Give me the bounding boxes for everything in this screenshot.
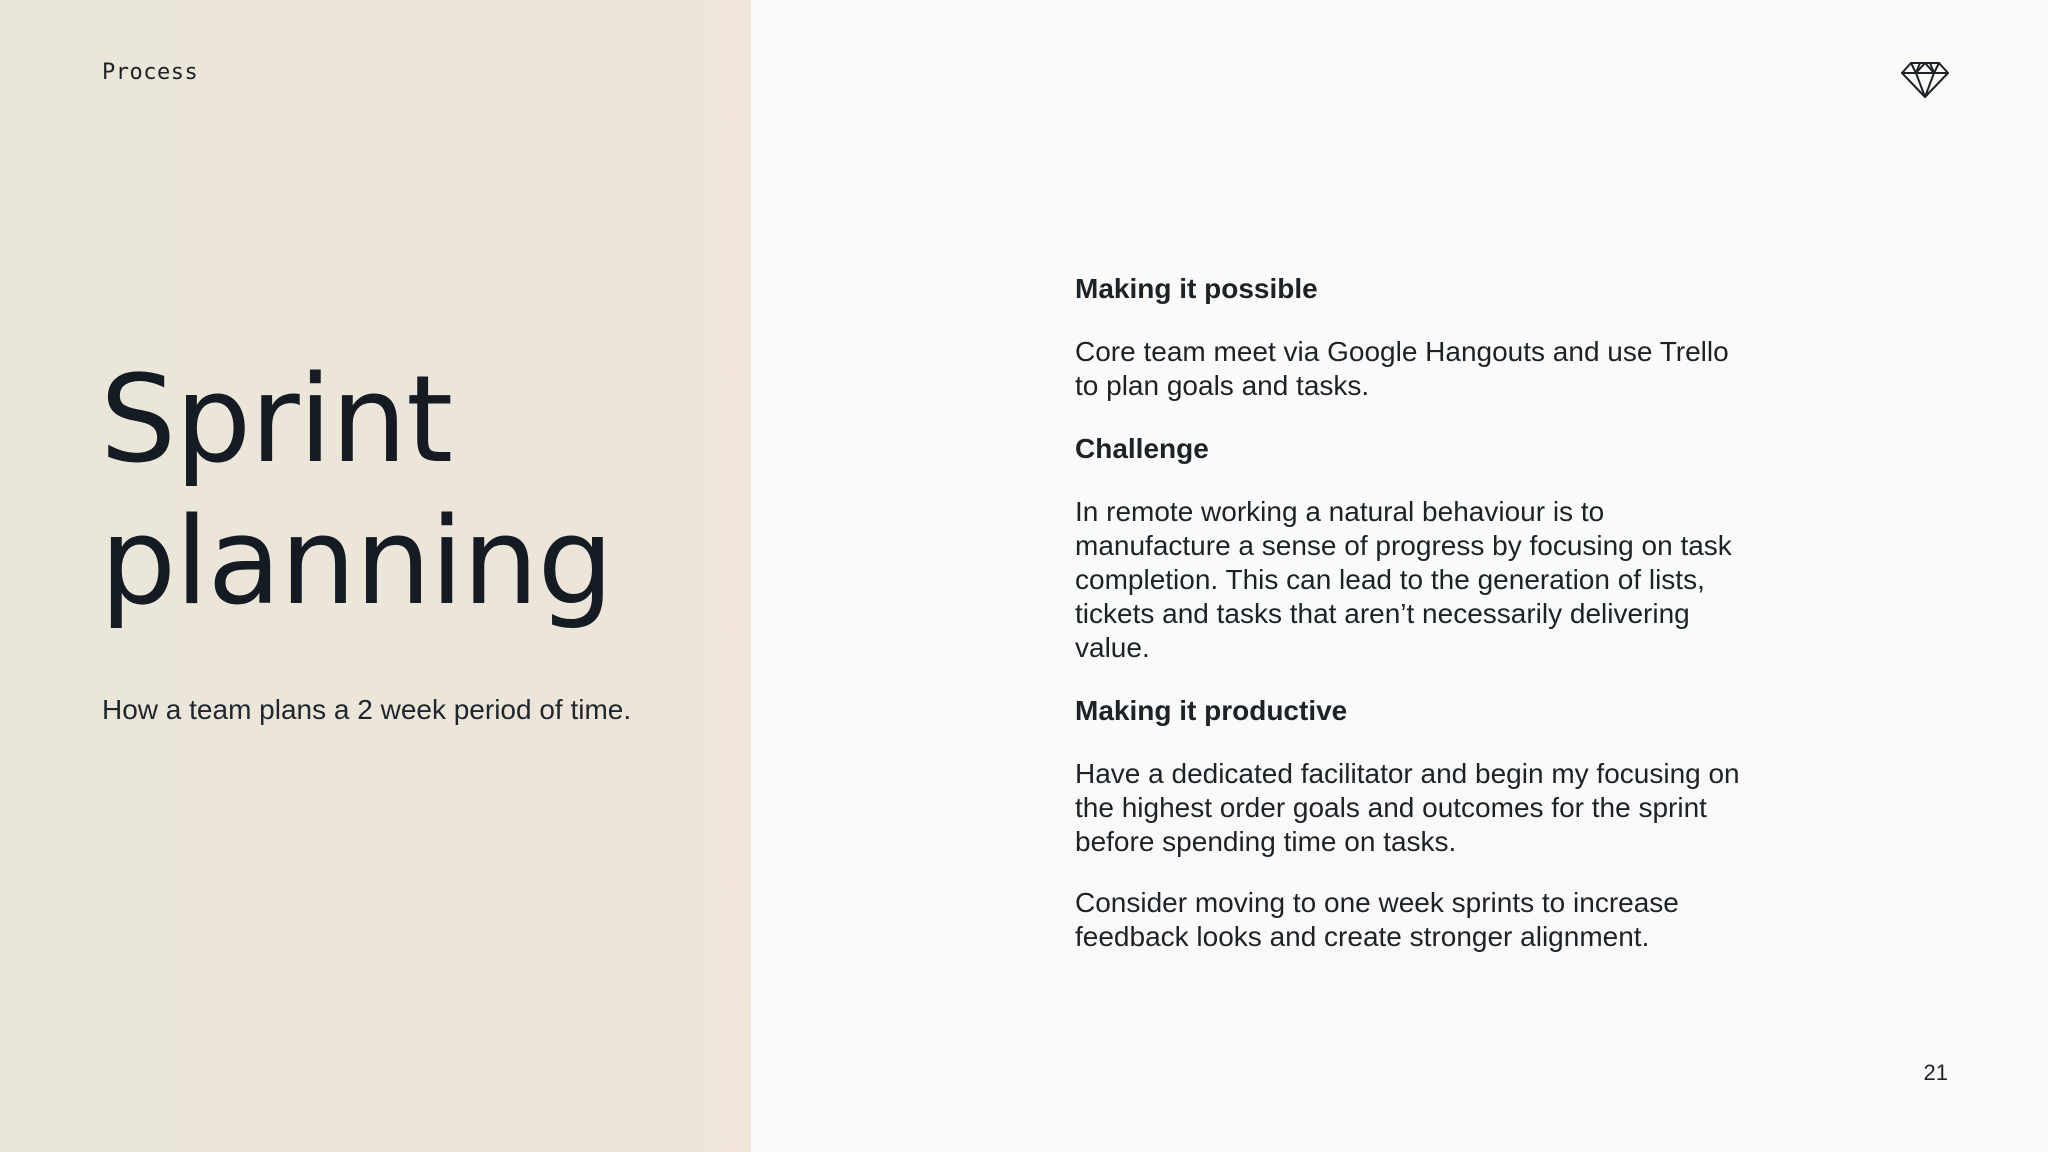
diamond-icon [1900, 60, 1950, 100]
content-body [1075, 270, 1755, 981]
slide-title [100, 350, 613, 634]
heading-making-it-possible: Making it possible [1075, 273, 1318, 304]
slide-subtitle: How a team plans a 2 week period of time. [102, 694, 632, 725]
left-panel [0, 0, 751, 1152]
paragraph-making-it-productive: Have a dedicated facilitator and begin my focusing on the highest order goals and outcomes for the sprint before spending time on tasks. [1075, 758, 1740, 857]
page-number: 21 [1923, 1060, 1948, 1085]
paragraph-one-week-sprints: Consider moving to one week sprints to increase feedback looks and create stronger alignment. [1075, 887, 1679, 952]
heading-making-it-productive: Making it productive [1075, 695, 1348, 726]
heading-challenge: Challenge [1075, 433, 1209, 464]
slide-title-line-2: planning [100, 493, 613, 632]
paragraph-challenge: In remote working a natural behaviour is to manufacture a sense of progress by focusing on task completion. This can lead to the generation of lists, tickets and tasks that aren’t necessarily delivering value. [1075, 496, 1732, 663]
section-label: Process [102, 60, 199, 85]
slide-title-line-1: Sprint [100, 351, 453, 490]
paragraph-making-it-possible: Core team meet via Google Hangouts and use Trello to plan goals and tasks. [1075, 336, 1729, 401]
